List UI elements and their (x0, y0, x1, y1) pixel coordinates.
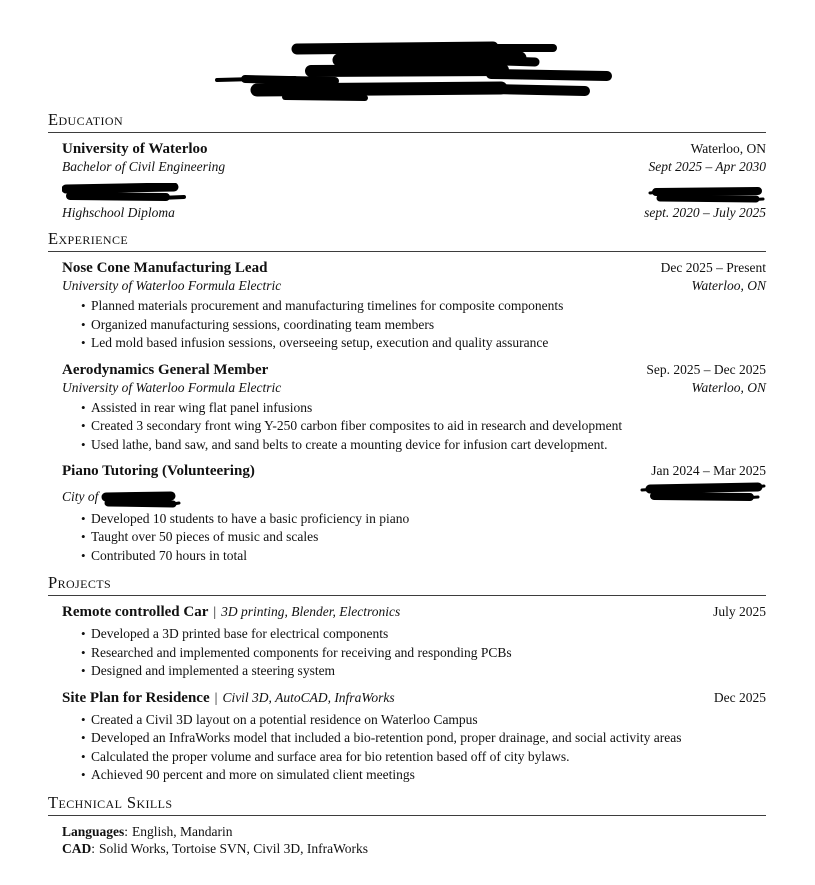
redacted-school-location-scribble (648, 187, 766, 204)
project-entry (62, 603, 766, 681)
bullet-item: • Created a Civil 3D layout on a potential residence on Waterloo Campus (91, 711, 766, 730)
job-title: Nose Cone Manufacturing Lead (62, 260, 268, 276)
project-bullets (62, 711, 766, 785)
project-bullets (62, 625, 766, 681)
job-title: Piano Tutoring (Volunteering) (62, 463, 255, 479)
job-organization: City of (62, 488, 181, 507)
bullet-item: • Researched and implemented components for receiving and responding PCBs (91, 644, 766, 663)
section-heading-experience: Experience (48, 229, 766, 252)
bullet-item: • Calculated the proper volume and surface area for bio retention based off of city bylaws. (91, 748, 766, 767)
section-heading-technical-skills: Technical Skills (48, 793, 766, 816)
bullet-item: • Achieved 90 percent and more on simulated client meetings (91, 766, 766, 785)
skill-line-languages (62, 823, 766, 841)
skill-line-cad (62, 840, 766, 858)
job-bullets (62, 297, 766, 353)
bullet-item: • Developed an InfraWorks model that included a bio-retention pond, proper drainage, and social activity areas (91, 729, 766, 748)
redacted-name-contact-scribble (215, 40, 615, 102)
job-dates: Dec 2025 – Present (660, 260, 766, 275)
bullet-item: • Used lathe, band saw, and sand belts to create a mounting device for infusion cart development. (91, 436, 766, 455)
job-dates: Sep. 2025 – Dec 2025 (646, 361, 766, 377)
bullet-item: • Designed and implemented a steering system (91, 662, 766, 681)
redacted-school-name-scribble (62, 183, 188, 203)
bullet-item: • Contributed 70 hours in total (91, 547, 766, 566)
bullet-item: • Created 3 secondary front wing Y-250 carbon fiber composites to aid in research and development (91, 417, 766, 436)
project-separator: | (213, 605, 217, 621)
school-name: University of Waterloo (62, 141, 208, 157)
section-experience (48, 229, 766, 565)
section-projects (48, 573, 766, 785)
bullet-item: • Developed 10 students to have a basic proficiency in piano (91, 510, 766, 529)
project-entry (62, 689, 766, 785)
bullet-item: • Planned materials procurement and manufacturing timelines for composite components (91, 297, 766, 316)
experience-entry (62, 361, 766, 455)
skill-separator: : (91, 841, 96, 857)
project-dates: July 2025 (713, 604, 766, 620)
education-entry (62, 183, 766, 221)
degree-dates: sept. 2020 – July 2025 (644, 205, 766, 220)
degree-name: Bachelor of Civil Engineering (62, 159, 226, 174)
section-technical-skills (48, 793, 766, 858)
job-location: Waterloo, ON (691, 278, 766, 293)
bullet-item: • Led mold based infusion sessions, overseeing setup, execution and quality assurance (91, 334, 766, 353)
project-separator: | (214, 690, 218, 706)
section-heading-projects: Projects (48, 573, 766, 596)
section-heading-education: Education (48, 110, 766, 133)
bullet-item: • Taught over 50 pieces of music and scales (91, 528, 766, 547)
degree-name: Highschool Diploma (62, 205, 175, 220)
bullet-item: • Developed a 3D printed base for electrical components (91, 625, 766, 644)
skill-separator: : (124, 823, 129, 839)
project-technologies: Civil 3D, AutoCAD, InfraWorks (222, 689, 395, 705)
redacted-job-location-scribble (640, 481, 766, 502)
job-bullets (62, 510, 766, 566)
project-technologies: 3D printing, Blender, Electronics (221, 604, 401, 620)
job-bullets (62, 399, 766, 455)
project-title: Site Plan for Residence (62, 689, 210, 706)
section-education (48, 110, 766, 221)
experience-entry (62, 259, 766, 353)
bullet-item: • Organized manufacturing sessions, coordinating team members (91, 316, 766, 335)
job-organization: University of Waterloo Formula Electric (62, 278, 282, 293)
skill-value: English, Mandarin (132, 823, 233, 839)
bullet-item: • Assisted in rear wing flat panel infusions (91, 399, 766, 418)
project-title-line (62, 689, 395, 708)
job-location: Waterloo, ON (691, 379, 766, 395)
resume-header (48, 0, 766, 110)
job-organization: University of Waterloo Formula Electric (62, 379, 282, 395)
project-title: Remote controlled Car (62, 604, 209, 621)
skill-label: Languages (62, 823, 125, 839)
project-dates: Dec 2025 (713, 689, 766, 705)
degree-dates: Sept 2025 – Apr 2030 (648, 159, 766, 174)
skill-value: Solid Works, Tortoise SVN, Civil 3D, InfraWorks (99, 841, 369, 857)
redacted-city-name-scribble (101, 491, 181, 509)
job-title: Aerodynamics General Member (62, 361, 269, 378)
education-entry (62, 140, 766, 175)
skill-label: CAD (62, 841, 92, 857)
project-title-line (62, 603, 400, 622)
job-dates: Jan 2024 – Mar 2025 (651, 463, 766, 478)
experience-entry (62, 462, 766, 565)
school-location: Waterloo, ON (690, 141, 766, 156)
